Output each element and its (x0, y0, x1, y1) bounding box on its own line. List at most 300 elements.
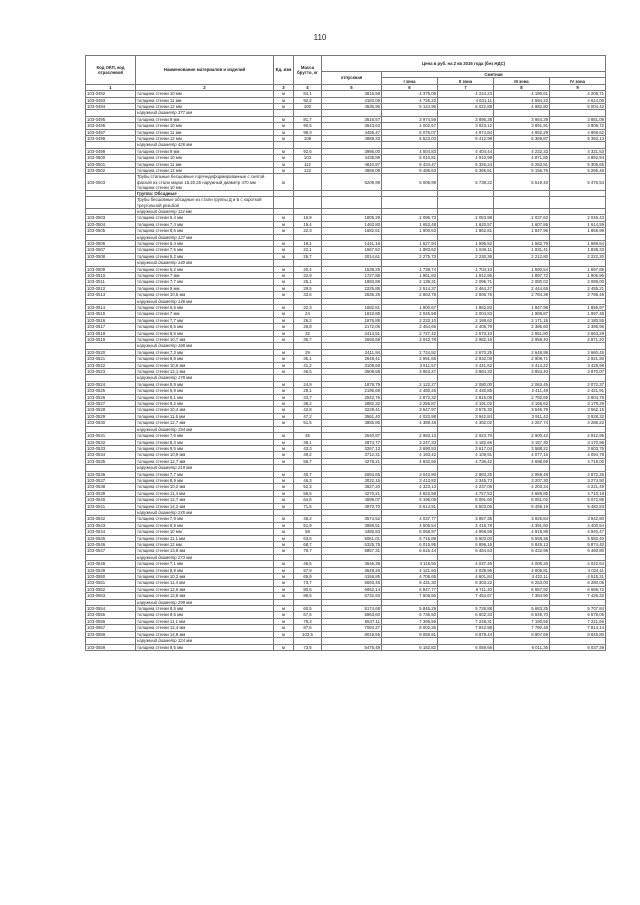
code-cell: 103-0514 (86, 304, 136, 310)
zone-1-price-cell: 4 002,67 (382, 123, 438, 129)
unit-cell: м (274, 356, 294, 362)
zone-3-price-cell: 2 648,99 (494, 349, 550, 355)
zone-4-price-cell: 1 614,59 (550, 221, 606, 227)
zone-3-price-cell: 4 698,69 (494, 458, 550, 464)
zone-2-price-cell: 5 366,51 (438, 168, 494, 174)
col-number: 8 (494, 84, 550, 90)
release-price-cell: 1682,61 (322, 228, 382, 234)
mass-cell: 71,5 (294, 503, 322, 509)
zone-2-price-cell: 4 404,44 (438, 148, 494, 154)
name-cell: толщина стенки 8,5 мм (136, 324, 274, 330)
zone-3-price-cell: 5 558,36 (494, 535, 550, 541)
mass-cell: 46,5 (294, 561, 322, 567)
zone-1-price-cell: 2 122,27 (382, 381, 438, 387)
zone-1-price-cell: 4 504,83 (382, 148, 438, 154)
zone-3-price-cell: 6 011,35 (494, 644, 550, 650)
zone-4-price-cell: 2 072,37 (550, 381, 606, 387)
table-body (86, 91, 606, 651)
unit-cell: м (274, 337, 294, 343)
zone-2-price-cell: 5 326,24 (438, 161, 494, 167)
code-cell: 103-0499 (86, 148, 136, 154)
name-cell: наружный диаметр 245 мм (136, 509, 274, 515)
name-cell: толщина стенки 12 мм (136, 168, 274, 174)
name-cell: толщина стенки 8,9 мм (136, 477, 274, 483)
mass-cell: 26,7 (294, 253, 322, 259)
zone-3-price-cell: 3 853,40 (494, 369, 550, 375)
release-price-cell: 4889,33 (322, 136, 382, 142)
mass-cell: 26,2 (294, 317, 322, 323)
header-zone-2: II зона (438, 78, 494, 84)
name-cell: толщина стенки 10,2 мм (136, 574, 274, 580)
zone-1-price-cell: 6 182,82 (382, 644, 438, 650)
header-zone-1: I зона (382, 78, 438, 84)
name-cell: толщина стенки 9,2 мм (136, 253, 274, 259)
release-price-cell: 2172,06 (322, 324, 382, 330)
code-cell: 103-0548 (86, 561, 136, 567)
mass-cell: 35 (294, 433, 322, 439)
unit-cell: м (274, 471, 294, 477)
zone-4-price-cell: 6 037,39 (550, 644, 606, 650)
code-cell: 103-0529 (86, 413, 136, 419)
name-cell: толщина стенки 6,4 мм (136, 240, 274, 246)
zone-2-price-cell: 4 631,11 (438, 97, 494, 103)
code-cell: 103-0533 (86, 445, 136, 451)
unit-cell: м (274, 136, 294, 142)
release-price-cell: 2535,25 (322, 292, 382, 298)
zone-2-price-cell: 5 503,06 (438, 503, 494, 509)
zone-1-price-cell: 3 255,87 (382, 401, 438, 407)
zone-1-price-cell: 4 506,54 (382, 522, 438, 528)
zone-3-price-cell: 3 911,43 (494, 413, 550, 419)
zone-2-price-cell: 8 878,44 (438, 631, 494, 637)
unit-cell: м (274, 631, 294, 637)
col-number: 6 (382, 84, 438, 90)
table-row (86, 197, 606, 208)
unit-cell: м (274, 116, 294, 122)
zone-2-price-cell: 7 842,98 (438, 625, 494, 631)
mass-cell: 24 (294, 311, 322, 317)
code-cell: 103-0536 (86, 471, 136, 477)
release-price-cell: 3712,31 (322, 452, 382, 458)
zone-3-price-cell: 2 063,45 (494, 381, 550, 387)
col-number: 2 (136, 84, 274, 90)
mass-cell: 33,7 (294, 394, 322, 400)
zone-1-price-cell: 4 037,77 (382, 516, 438, 522)
mass-cell: 46,3 (294, 477, 322, 483)
col-number: 4 (294, 84, 322, 90)
zone-3-price-cell: 4 594,22 (494, 97, 550, 103)
code-cell: 103-0513 (86, 292, 136, 298)
zone-3-price-cell: 4 871,85 (494, 155, 550, 161)
zone-3-price-cell (494, 197, 550, 208)
zone-4-price-cell: 4 208,71 (550, 91, 606, 97)
mass-cell: 16,9 (294, 215, 322, 221)
zone-4-price-cell: 4 614,06 (550, 97, 606, 103)
zone-1-price-cell: 5 434,47 (382, 161, 438, 167)
unit-cell: м (274, 490, 294, 496)
zone-3-price-cell: 2 959,48 (494, 471, 550, 477)
unit-cell: м (274, 324, 294, 330)
code-cell: 103-0547 (86, 548, 136, 554)
release-price-cell: 2640,87 (322, 433, 382, 439)
unit-cell: м (274, 618, 294, 624)
unit-cell: м (274, 215, 294, 221)
release-price-cell: 1667,52 (322, 247, 382, 253)
zone-2-price-cell: 6 602,33 (438, 612, 494, 618)
name-cell: наружный диаметр 324 мм (136, 638, 274, 644)
code-cell: 103-0532 (86, 439, 136, 445)
code-cell: 103-0522 (86, 362, 136, 368)
name-cell: толщина стенки 7,7 мм (136, 279, 274, 285)
release-price-cell: 3646,39 (322, 561, 382, 567)
zone-1-price-cell: 5 845,29 (382, 606, 438, 612)
zone-4-price-cell: 2 421,91 (550, 388, 606, 394)
code-cell: 103-0531 (86, 433, 136, 439)
unit-cell: м (274, 497, 294, 503)
code-cell: 103-0515 (86, 311, 136, 317)
zone-2-price-cell: 1 620,57 (438, 221, 494, 227)
unit-cell: м (274, 285, 294, 291)
mass-cell: 38,1 (294, 439, 322, 445)
zone-2-price-cell: 5 896,16 (438, 542, 494, 548)
code-cell: 103-0511 (86, 279, 136, 285)
zone-4-price-cell: 7 426,32 (550, 593, 606, 599)
mass-cell: 73,7 (294, 580, 322, 586)
name-cell: толщина стенки 10,4 мм (136, 407, 274, 413)
zone-1-price-cell: 4 323,13 (382, 484, 438, 490)
zone-4-price-cell: 5 582,40 (550, 535, 606, 541)
zone-1-price-cell: 3 963,27 (382, 369, 438, 375)
zone-2-price-cell: 3 884,33 (438, 369, 494, 375)
zone-3-price-cell: 4 267,74 (494, 420, 550, 426)
zone-1-price-cell: 4 193,42 (382, 452, 438, 458)
zone-3-price-cell: 1 988,87 (494, 311, 550, 317)
zone-2-price-cell: 5 728,88 (438, 606, 494, 612)
name-cell: толщина стенки 11,1 мм (136, 618, 274, 624)
zone-4-price-cell: 6 686,72 (550, 586, 606, 592)
name-cell: наружный диаметр 426 мм (136, 142, 274, 148)
release-price-cell: 4599,07 (322, 497, 382, 503)
zone-1-price-cell: 2 863,78 (382, 292, 438, 298)
mass-cell: 99,3 (294, 129, 322, 135)
name-cell: толщина стенки 9,5 мм (136, 330, 274, 336)
zone-2-price-cell: 4 237,06 (438, 484, 494, 490)
name-cell: толщина стенки 10,5 мм (136, 292, 274, 298)
zone-4-price-cell: 1 855,99 (550, 228, 606, 234)
zone-3-price-cell: 5 369,87 (494, 136, 550, 142)
release-price-cell: 5475,49 (322, 644, 382, 650)
unit-cell: м (274, 247, 294, 253)
zone-2-price-cell: 3 617,04 (438, 445, 494, 451)
release-price-cell: 3574,52 (322, 516, 382, 522)
zone-3-price-cell: 4 232,33 (494, 148, 550, 154)
zone-1-price-cell: 6 015,95 (382, 542, 438, 548)
mass-cell: 19,4 (294, 221, 322, 227)
unit-cell: м (274, 253, 294, 259)
zone-3-price-cell: 6 549,70 (494, 612, 550, 618)
zone-4-price-cell: 7 221,66 (550, 618, 606, 624)
code-cell: 103-0546 (86, 542, 136, 548)
code-cell: 103-0523 (86, 369, 136, 375)
mass-cell: 38,2 (294, 401, 322, 407)
zone-1-price-cell: 5 124,96 (382, 103, 438, 109)
zone-2-price-cell: 2 983,25 (438, 471, 494, 477)
release-price-cell: 4183,08 (322, 97, 382, 103)
code-cell: 103-0510 (86, 272, 136, 278)
zone-3-price-cell: 1 897,72 (494, 272, 550, 278)
code-cell: 103-0541 (86, 503, 136, 509)
unit-cell: м (274, 311, 294, 317)
zone-3-price-cell: 2 784,39 (494, 292, 550, 298)
mass-cell (294, 174, 322, 191)
release-price-cell: 2874,77 (322, 439, 382, 445)
name-cell: толщина стенки 11,4 мм (136, 490, 274, 496)
code-cell: 103-0507 (86, 247, 136, 253)
zone-1-price-cell: 4 706,65 (382, 574, 438, 580)
name-cell: толщина стенки 7 мм (136, 311, 274, 317)
zone-4-price-cell: 4 515,31 (550, 574, 606, 580)
mass-cell: 63,6 (294, 535, 322, 541)
mass-cell: 108 (294, 136, 322, 142)
zone-4-price-cell: 2 089,00 (550, 279, 606, 285)
header-code: Код ОКП, код отраслевой (86, 56, 136, 85)
code-cell: 103-0506 (86, 240, 136, 246)
unit-cell: м (274, 606, 294, 612)
release-price-cell: 3815,58 (322, 91, 382, 97)
release-price-cell: 5061,01 (322, 535, 382, 541)
name-cell: наружный диаметр 178 мм (136, 375, 274, 381)
release-price-cell: 4166,85 (322, 574, 382, 580)
zone-2-price-cell: 2 673,10 (438, 330, 494, 336)
zone-2-price-cell: 5 738,22 (438, 174, 494, 191)
unit-cell: м (274, 433, 294, 439)
name-cell: толщина стенки 7,3 мм (136, 349, 274, 355)
mass-cell: 51,9 (294, 522, 322, 528)
mass-cell: 60,5 (294, 606, 322, 612)
zone-3-price-cell: 2 212,80 (494, 253, 550, 259)
code-cell: 103-0518 (86, 330, 136, 336)
zone-3-price-cell: 2 900,42 (494, 433, 550, 439)
zone-1-price-cell: 1 883,62 (382, 247, 438, 253)
unit-cell: м (274, 161, 294, 167)
name-cell: толщина стенки 8,1 мм (136, 394, 274, 400)
zone-4-price-cell: 6 280,05 (550, 580, 606, 586)
code-cell: 103-0543 (86, 522, 136, 528)
zone-2-price-cell: 3 191,02 (438, 401, 494, 407)
mass-cell: 19,1 (294, 240, 322, 246)
code-cell: 103-0501 (86, 161, 136, 167)
zone-3-price-cell: 7 780,48 (494, 625, 550, 631)
zone-3-price-cell: 5 683,25 (494, 606, 550, 612)
zone-4-price-cell: 3 870,07 (550, 369, 606, 375)
name-cell: наружный диаметр 140 мм (136, 260, 274, 266)
unit-cell: м (274, 394, 294, 400)
code-cell: 103-0502 (86, 168, 136, 174)
name-cell: толщина стенки 12,6 мм (136, 586, 274, 592)
zone-4-price-cell: 3 603,75 (550, 445, 606, 451)
code-cell: 103-0493 (86, 97, 136, 103)
name-cell: толщина стенки 11,4 мм (136, 580, 274, 586)
mass-cell: 42,8 (294, 407, 322, 413)
release-price-cell: 6547,11 (322, 618, 382, 624)
zone-3-price-cell: 7 190,55 (494, 618, 550, 624)
release-price-cell: 3108,68 (322, 362, 382, 368)
zone-2-price-cell: 4 736,42 (438, 458, 494, 464)
zone-1-price-cell: 2 872,32 (382, 394, 438, 400)
zone-3-price-cell: 3 588,22 (494, 445, 550, 451)
code-cell: 103-0538 (86, 484, 136, 490)
code-cell: 103-0526 (86, 394, 136, 400)
zone-4-price-cell: 5 707,84 (550, 606, 606, 612)
zone-1-price-cell: 2 727,42 (382, 330, 438, 336)
release-price-cell: 3561,40 (322, 413, 382, 419)
unit-cell: м (274, 516, 294, 522)
release-price-cell: 6062,14 (322, 586, 382, 592)
unit-cell: м (274, 580, 294, 586)
unit-cell: м (274, 452, 294, 458)
release-price-cell: 4536,96 (322, 103, 382, 109)
zone-3-price-cell: 1 690,54 (494, 266, 550, 272)
mass-cell: 40,7 (294, 471, 322, 477)
name-cell: толщина стенки 9 мм (136, 285, 274, 291)
zone-3-price-cell: 4 982,80 (494, 103, 550, 109)
mass-cell: 88,5 (294, 593, 322, 599)
code-cell: 103-0549 (86, 567, 136, 573)
page-number: 110 (313, 33, 327, 42)
unit-cell: м (274, 266, 294, 272)
name-cell: толщина стенки 10,6 мм (136, 362, 274, 368)
zone-2-price-cell: 1 704,10 (438, 266, 494, 272)
mass-cell: 81,7 (294, 116, 322, 122)
zone-2-price-cell: 2 096,71 (438, 279, 494, 285)
zone-1-price-cell: 2 983,13 (382, 433, 438, 439)
zone-3-price-cell: 3 165,62 (494, 401, 550, 407)
zone-2-price-cell: 3 182,66 (438, 439, 494, 445)
zone-3-price-cell: 3 891,91 (494, 123, 550, 129)
zone-3-price-cell: 6 432,95 (494, 548, 550, 554)
mass-cell: 35,1 (294, 356, 322, 362)
zone-3-price-cell: 8 807,69 (494, 631, 550, 637)
unit-cell: м (274, 228, 294, 234)
header-name: Наименование материалов и изделий (136, 56, 274, 85)
zone-3-price-cell: 3 207,30 (494, 477, 550, 483)
zone-4-price-cell: 3 562,15 (550, 407, 606, 413)
zone-4-price-cell: 4 958,62 (550, 129, 606, 135)
release-price-cell: 4270,21 (322, 490, 382, 496)
mass-cell: 56,7 (294, 458, 322, 464)
zone-2-price-cell: 3 575,30 (438, 407, 494, 413)
zone-4-price-cell: 2 046,43 (550, 215, 606, 221)
zone-4-price-cell: 4 286,22 (550, 420, 606, 426)
zone-1-price-cell (382, 197, 438, 208)
zone-4-price-cell: 4 094,78 (550, 452, 606, 458)
code-cell: 103-0539 (86, 490, 136, 496)
code-cell: 103-0554 (86, 606, 136, 612)
zone-1-price-cell: 5 058,97 (382, 529, 438, 535)
mass-cell: 92,2 (294, 97, 322, 103)
zone-4-price-cell: 2 804,76 (550, 394, 606, 400)
zone-2-price-cell: 3 895,38 (438, 116, 494, 122)
col-number: 9 (550, 84, 606, 90)
zone-2-price-cell: 1 862,83 (438, 304, 494, 310)
header-estimated: Сметная (382, 72, 606, 78)
table-row (86, 644, 606, 650)
name-cell: толщина стенки 9,5 мм (136, 644, 274, 650)
zone-2-price-cell: 2 230,36 (438, 253, 494, 259)
release-price-cell: 2693,69 (322, 337, 382, 343)
zone-1-price-cell: 5 076,07 (382, 129, 438, 135)
price-table (85, 55, 606, 651)
name-cell: Трубы бесшовные обсадные из стали группы Д и Б с короткой треугольной резьбой (136, 197, 274, 208)
name-cell: толщина стенки 11 мм (136, 129, 274, 135)
code-cell: 103-0528 (86, 407, 136, 413)
code-cell: 103-0544 (86, 529, 136, 535)
zone-4-price-cell: 6 460,80 (550, 548, 606, 554)
zone-4-price-cell: 1 839,33 (550, 247, 606, 253)
mass-cell: 49,2 (294, 452, 322, 458)
name-cell: толщина стенки 10,7 мм (136, 337, 274, 343)
zone-3-price-cell: 1 847,96 (494, 228, 550, 234)
mass-cell: 78,3 (294, 618, 322, 624)
zone-3-price-cell: 4 918,99 (494, 529, 550, 535)
name-cell: толщина стенки 8,3 мм (136, 439, 274, 445)
code-cell: 103-0545 (86, 535, 136, 541)
header-mass: Масса брутто, кг (294, 56, 322, 85)
name-cell: наружный диаметр 299 мм (136, 599, 274, 605)
mass-cell: 22,3 (294, 228, 322, 234)
unit-cell: м (274, 330, 294, 336)
zone-2-price-cell: 5 412,98 (438, 136, 494, 142)
zone-2-price-cell: 4 974,84 (438, 129, 494, 135)
zone-4-price-cell: 1 589,64 (550, 240, 606, 246)
mass-cell: 103 (294, 155, 322, 161)
release-price-cell: 2882,32 (322, 401, 382, 407)
unit-cell: м (274, 362, 294, 368)
release-price-cell: 1893,88 (322, 279, 382, 285)
zone-2-price-cell: 1 595,52 (438, 240, 494, 246)
mass-cell: 58 (294, 529, 322, 535)
unit-cell: м (274, 148, 294, 154)
release-price-cell: 2195,69 (322, 388, 382, 394)
zone-1-price-cell: 3 413,82 (382, 477, 438, 483)
zone-2-price-cell: 2 806,76 (438, 292, 494, 298)
release-price-cell: 2414,51 (322, 330, 382, 336)
header-release: отпускная (322, 72, 382, 85)
zone-1-price-cell: 3 042,78 (382, 337, 438, 343)
zone-2-price-cell: 2 188,62 (438, 317, 494, 323)
zone-3-price-cell: 2 958,40 (494, 337, 550, 343)
release-price-cell: 5963,60 (322, 612, 382, 618)
release-price-cell: 1539,25 (322, 266, 382, 272)
release-price-cell: 5174,68 (322, 606, 382, 612)
zone-1-price-cell: 5 523,03 (382, 136, 438, 142)
code-cell: 103-0517 (86, 324, 136, 330)
release-price-cell: 2542,76 (322, 394, 382, 400)
zone-4-price-cell: 2 972,26 (550, 471, 606, 477)
name-cell: толщина стенки 10,9 мм (136, 452, 274, 458)
mass-cell: 90,5 (294, 123, 322, 129)
zone-3-price-cell: 5 459,19 (494, 503, 550, 509)
release-price-cell: 4959,08 (322, 168, 382, 174)
code-cell: 103-0552 (86, 586, 136, 592)
zone-3-price-cell: 2 792,65 (494, 394, 550, 400)
unit-cell: м (274, 381, 294, 387)
zone-1-price-cell: 3 647,97 (382, 407, 438, 413)
name-cell: толщина стенки 7,5 мм (136, 247, 274, 253)
zone-4-price-cell: 3 274,90 (550, 477, 606, 483)
zone-1-price-cell: 9 058,91 (382, 631, 438, 637)
mass-cell: 46,5 (294, 369, 322, 375)
